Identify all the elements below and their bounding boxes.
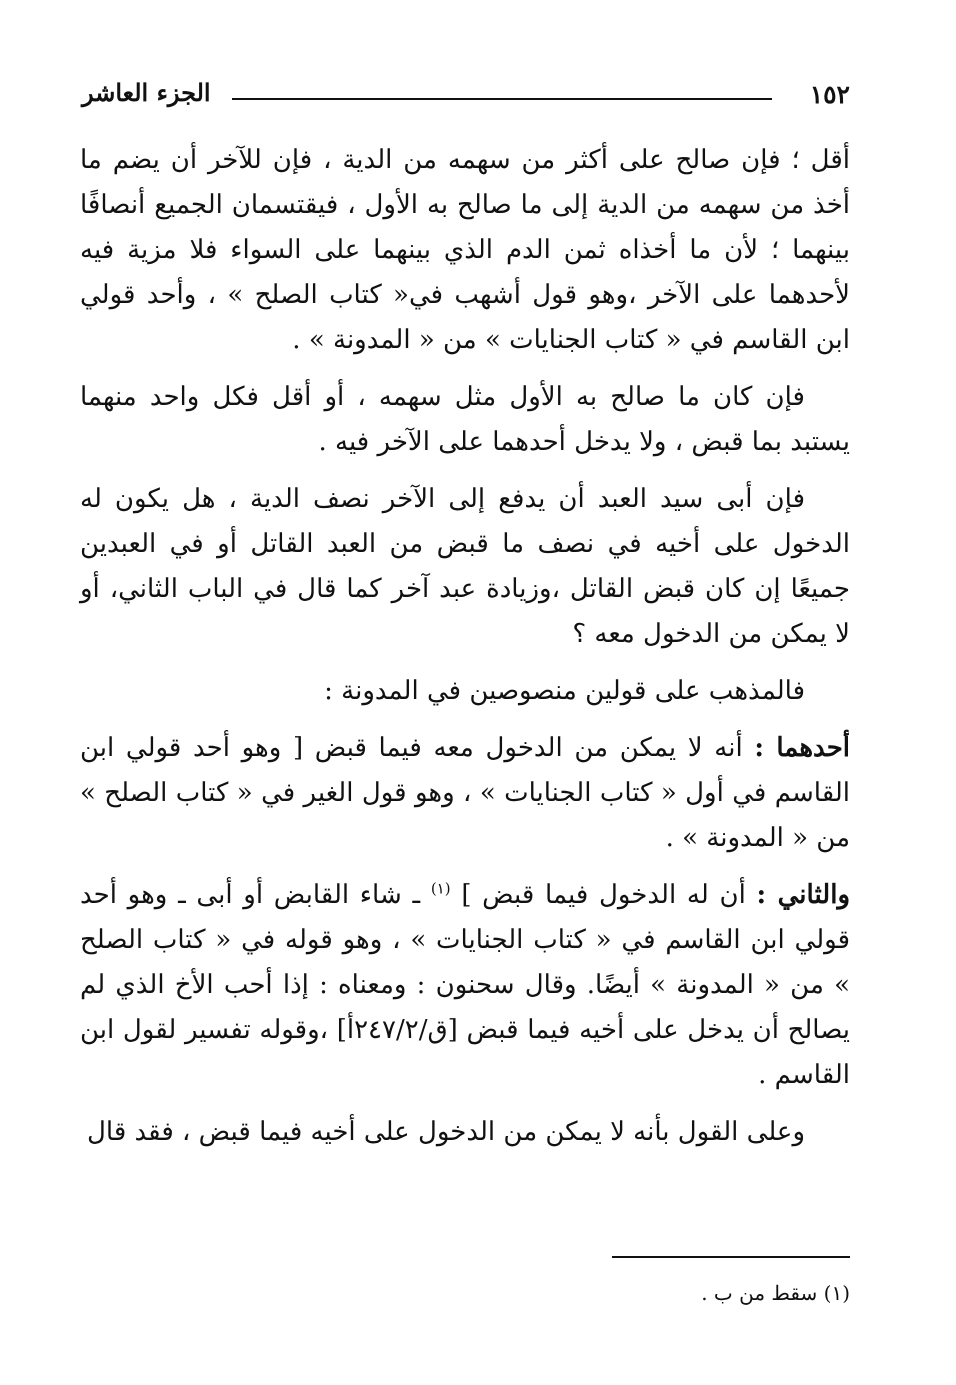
paragraph-6-text-a: أن له الدخول فيما قبض ]: [450, 880, 757, 910]
paragraph-3: فإن أبى سيد العبد أن يدفع إلى الآخر نصف الدية ، هل يكون له الدخول على أخيه في نصف ما قبض من العبد القاتل أو في العبدين جميعًا إن كان قبض القاتل ،وزيادة عبد آخر كما قال في الباب الثاني، أو لا يمكن من الدخول معه ؟: [80, 484, 850, 649]
page-number: ١٥٢: [809, 80, 850, 109]
paragraph-1: أقل ؛ فإن صالح على أكثر من سهمه من الدية ، فإن للآخر أن يضم ما أخذ من سهمه من الدية إلى ما صالح به الأول ، فيقتسمان الجميع أنصافًا بينهما ؛ لأن ما أخذاه ثمن الدم الذي بينهما على السواء فلا مزية فيه لأحدهما على الآخر ،وهو قول أشهب في« كتاب الصلح » ، وأحد قولي ابن القاسم في « كتاب الجنايات » من « المدونة » .: [80, 145, 850, 355]
paragraph-7: وعلى القول بأنه لا يمكن من الدخول على أخيه فيما قبض ، فقد قال: [87, 1117, 805, 1147]
header-rule: [232, 98, 772, 100]
paragraph-6: [80, 873, 850, 1098]
paragraph-5: [80, 726, 850, 861]
paragraph-6-lead: والثاني :: [756, 880, 850, 910]
running-title: الجزء العاشر: [82, 78, 211, 107]
paragraph-5-text: أنه لا يمكن من الدخول معه فيما قبض [ وهو أحد قولي ابن القاسم في أول « كتاب الجنايات » ، وهو قول الغير في « كتاب الصلح » من « المدونة » .: [80, 733, 850, 853]
footnote: (١) سقط من ب .: [701, 1281, 850, 1305]
paragraph-6-text-b: ـ شاء القابض أو أبى ـ وهو أحد قولي ابن القاسم في « كتاب الجنايات » ، وهو قوله في « كتاب الصلح » من « المدونة » أيضًا. وقال سحنون : ومعناه : إذا أحب الأخ الذي لم يصالح أن يدخل على أخيه فيما قبض [ق/٢٤٧/٢أ] ،وقوله تفسير لقول ابن القاسم .: [80, 880, 850, 1090]
page-header: [82, 76, 850, 120]
paragraph-2: فإن كان ما صالح به الأول مثل سهمه ، أو أقل فكل واحد منهما يستبد بما قبض ، ولا يدخل أحدهما على الآخر فيه .: [80, 382, 850, 457]
paragraph-4: فالمذهب على قولين منصوصين في المدونة :: [324, 676, 805, 706]
paragraph-5-lead: أحدهما :: [754, 733, 850, 763]
body-text: [80, 138, 850, 1167]
footnote-reference: (١): [430, 879, 451, 898]
footnote-rule: [612, 1256, 850, 1258]
